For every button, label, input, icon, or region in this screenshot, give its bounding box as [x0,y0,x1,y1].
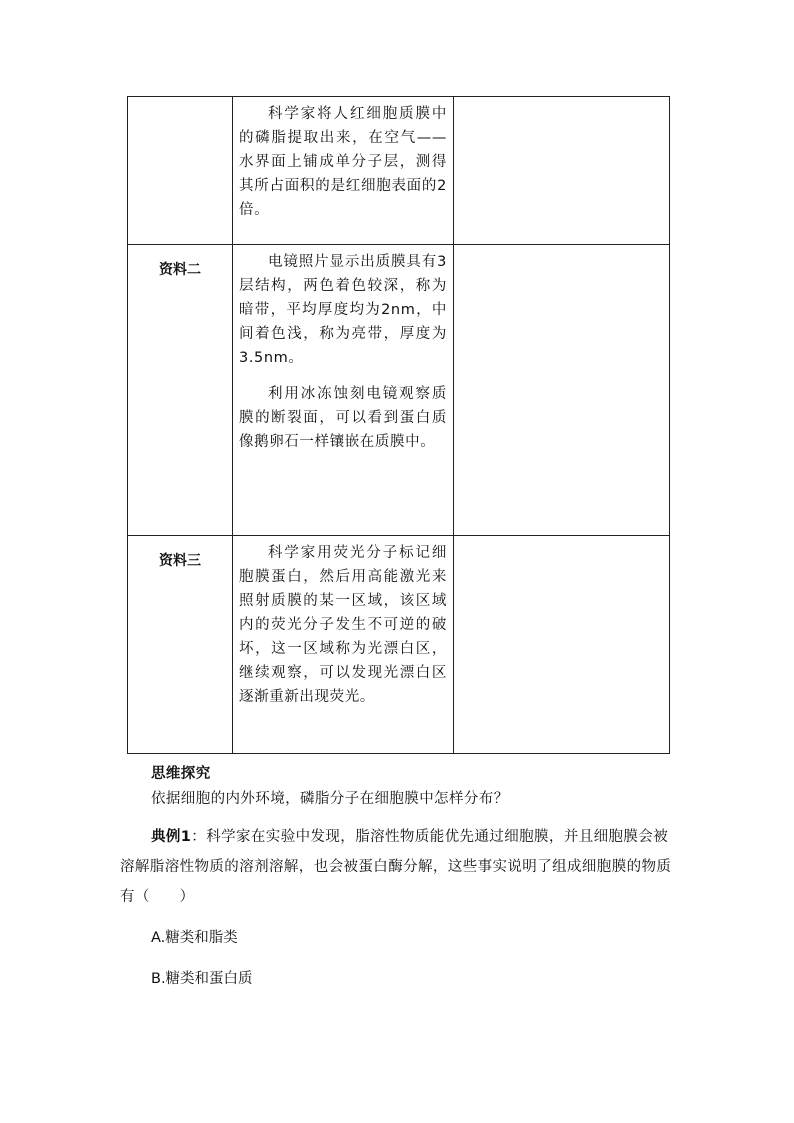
material-paragraph: 科学家将人红细胞质膜中的磷脂提取出来，在空气——水界面上铺成单分子层，测得其所占面积的是红细胞表面的2倍。 [239,106,447,218]
table-row [128,245,670,536]
row-label [128,97,232,111]
material-paragraph: 科学家用荧光分子标记细胞膜蛋白，然后用高能激光来照射质膜的某一区域，该区域内的荧光分子发生不可逆的破坏，这一区域称为光漂白区，继续观察，可以发现光漂白区逐渐重新出现荧光。 [239,545,447,705]
answer-cell [454,245,670,536]
table-row [128,97,670,245]
answer-cell [454,536,670,754]
table-row [128,536,670,754]
option-b: B.糖类和蛋白质 [151,971,253,987]
material-cell [233,245,454,536]
material-paragraph: 利用冰冻蚀刻电镜观察质膜的断裂面，可以看到蛋白质像鹅卵石一样镶嵌在质膜中。 [239,386,447,450]
material-cell [233,536,454,754]
material-cell [233,97,454,245]
answer-cell [454,97,670,245]
example-question [120,822,680,912]
row-label-cell [128,536,233,754]
material-paragraph: 电镜照片显示出质膜具有3层结构，两色着色较深，称为暗带，平均厚度均为2nm，中间着色浅，称为亮带，厚度为3.5nm。 [239,254,447,366]
example-label: 典例1 [151,829,192,845]
material-table [127,96,670,754]
row-label: 资料二 [159,262,201,278]
section-heading: 思维探究 [151,766,211,782]
row-label-cell [128,245,233,536]
example-text: ：科学家在实验中发现，脂溶性物质能优先通过细胞膜，并且细胞膜会被溶解脂溶性物质的溶剂溶解，也会被蛋白酶分解，这些事实说明了组成细胞膜的物质有（ ） [120,829,672,905]
row-label: 资料三 [159,553,201,569]
row-label-cell [128,97,233,245]
section-question: 依据细胞的内外环境，磷脂分子在细胞膜中怎样分布？ [151,791,509,807]
option-a: A.糖类和脂类 [151,930,238,946]
